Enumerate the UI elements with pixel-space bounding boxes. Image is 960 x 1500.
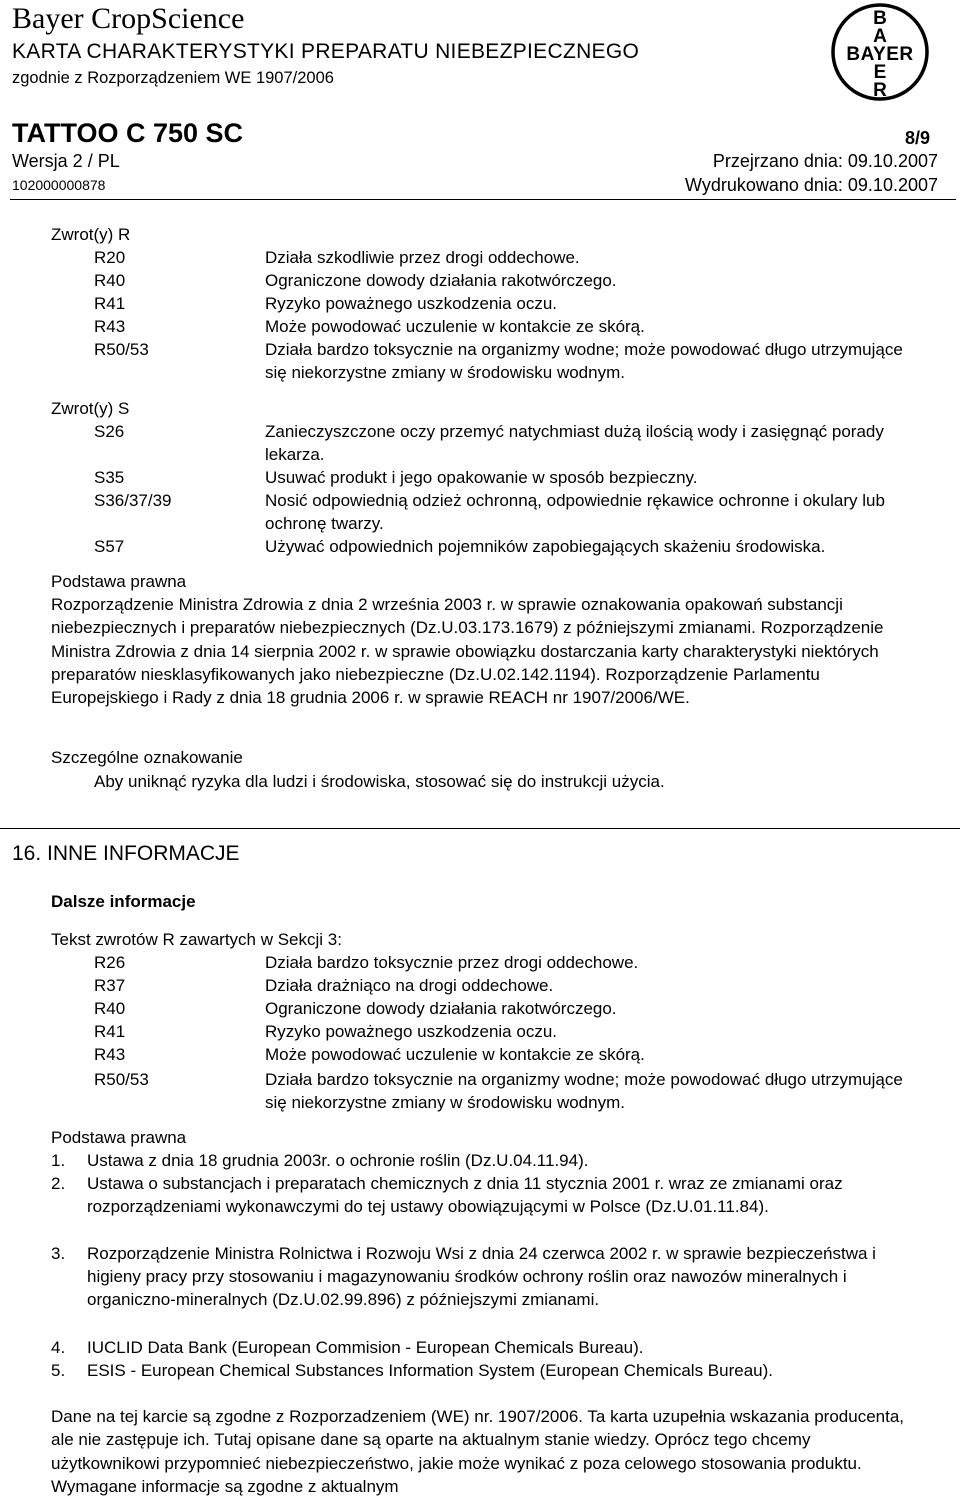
printed-date: Wydrukowano dnia: 09.10.2007 <box>684 175 938 195</box>
company-name: Bayer CropScience <box>12 2 245 35</box>
s16-r-text: Może powodować uczulenie w kontakcie ze skórą. <box>265 1045 645 1064</box>
s-phrase-code: S57 <box>94 537 125 556</box>
legal-basis-heading: Podstawa prawna <box>51 572 187 591</box>
legal-item-text: IUCLID Data Bank (European Commision - European Chemicals Bureau). <box>87 1338 644 1357</box>
r-phrase-code: R50/53 <box>94 340 149 359</box>
s-phrase-text: Zanieczyszczone oczy przemyć natychmiast dużą ilością wody i zasięgnąć porady lekarza. <box>265 422 884 464</box>
s-phrase-text: Używać odpowiednich pojemników zapobiegających skażeniu środowiska. <box>265 537 826 556</box>
r-text-heading: Tekst zwrotów R zawartych w Sekcji 3: <box>51 930 342 949</box>
further-info-heading: Dalsze informacje <box>51 892 196 911</box>
r-phrase-code: R40 <box>94 271 126 290</box>
special-labelling-text: Aby uniknąć ryzyka dla ludzi i środowiska, stosować się do instrukcji użycia. <box>94 772 665 791</box>
svg-text:E: E <box>873 62 887 83</box>
product-name: TATTOO C 750 SC <box>12 118 244 148</box>
r-phrase-code: R43 <box>94 317 126 336</box>
s16-r-text: Działa bardzo toksycznie przez drogi oddechowe. <box>265 953 639 972</box>
legal-basis-2-heading: Podstawa prawna <box>51 1128 187 1147</box>
svg-text:A: A <box>873 26 887 47</box>
svg-text:R: R <box>873 80 887 101</box>
r-phrase-text: Ograniczone dowody działania rakotwórczego. <box>265 271 617 290</box>
legal-item-number: 2. <box>51 1174 66 1193</box>
s-phrase-text: Nosić odpowiednią odzież ochronną, odpowiednie rękawice ochronne i okulary lub ochronę twarzy. <box>265 491 885 533</box>
r-phrase-code: R41 <box>94 294 126 313</box>
r-phrase-text: Działa bardzo toksycznie na organizmy wodne; może powodować długo utrzymujące się niekorzystne zmiany w środowisku wodnym. <box>265 340 903 382</box>
section-divider <box>0 828 960 829</box>
s16-r-code: R40 <box>94 999 126 1018</box>
s16-r-text: Działa bardzo toksycznie na organizmy wodne; może powodować długo utrzymujące się niekorzystne zmiany w środowisku wodnym. <box>265 1070 903 1112</box>
s16-r-code: R43 <box>94 1045 126 1064</box>
s16-r-code: R50/53 <box>94 1070 149 1089</box>
s16-r-code: R26 <box>94 953 126 972</box>
s-phrases-heading: Zwrot(y) S <box>51 399 130 418</box>
s16-r-text: Ograniczone dowody działania rakotwórczego. <box>265 999 617 1018</box>
section-16-title: 16. INNE INFORMACJE <box>12 842 240 865</box>
s16-r-code: R41 <box>94 1022 126 1041</box>
document-title: KARTA CHARAKTERYSTYKI PREPARATU NIEBEZPIECZNEGO <box>12 40 640 63</box>
s16-r-text: Ryzyko poważnego uszkodzenia oczu. <box>265 1022 557 1041</box>
s16-r-text: Działa drażniąco na drogi oddechowe. <box>265 976 554 995</box>
r-phrases-heading: Zwrot(y) R <box>51 225 131 244</box>
version-label: Wersja 2 / PL <box>12 151 120 171</box>
r-phrase-text: Ryzyko poważnego uszkodzenia oczu. <box>265 294 557 313</box>
s-phrase-code: S35 <box>94 468 125 487</box>
s-phrase-code: S36/37/39 <box>94 491 172 510</box>
s-phrase-text: Usuwać produkt i jego opakowanie w sposób bezpieczny. <box>265 468 698 487</box>
legal-item-number: 3. <box>51 1244 66 1263</box>
svg-text:B: B <box>873 8 887 29</box>
document-code: 102000000878 <box>12 177 106 193</box>
legal-item-number: 5. <box>51 1361 66 1380</box>
svg-text:BAYER: BAYER <box>846 44 914 65</box>
r-phrase-code: R20 <box>94 248 126 267</box>
r-phrase-text: Może powodować uczulenie w kontakcie ze skórą. <box>265 317 645 336</box>
revised-date: Przejrzano dnia: 09.10.2007 <box>712 151 938 171</box>
s-phrase-code: S26 <box>94 422 125 441</box>
legal-item-number: 4. <box>51 1338 66 1357</box>
s16-r-code: R37 <box>94 976 126 995</box>
r-phrase-text: Działa szkodliwie przez drogi oddechowe. <box>265 248 580 267</box>
header-divider <box>10 199 956 200</box>
regulation-line: zgodnie z Rozporządzeniem WE 1907/2006 <box>12 69 334 87</box>
page-number: 8/9 <box>904 128 930 148</box>
legal-item-text: Ustawa z dnia 18 grudnia 2003r. o ochronie roślin (Dz.U.04.11.94). <box>87 1151 589 1170</box>
legal-item-number: 1. <box>51 1151 66 1170</box>
bayer-cross-logo <box>830 2 930 102</box>
legal-item-text: Ustawa o substancjach i preparatach chemicznych z dnia 11 stycznia 2001 r. wraz ze zmianami oraz rozporządzeniami wykonawczymi do tej ustawy obowiązującymi w Polsce (Dz.U.01.11.84). <box>87 1174 843 1216</box>
legal-item-text: Rozporządzenie Ministra Rolnictwa i Rozwoju Wsi z dnia 24 czerwca 2002 r. w sprawie bezpieczeństwa i higieny pracy przy stosowaniu i magazynowaniu środków ochrony roślin oraz nawozów mineralnych i organiczno-mineralnych (Dz.U.02.99.896) z późniejszymi zmianami. <box>87 1244 876 1309</box>
legal-basis-text: Rozporządzenie Ministra Zdrowia z dnia 2 września 2003 r. w sprawie oznakowania opakowań substancji niebezpiecznych i preparatów niebezpiecznych (Dz.U.03.173.1679) z późniejszymi zmianami. Rozporządzenie Ministra Zdrowia z dnia 14 sierpnia 2002 r. w sprawie obowiązku dostarczania karty charakterystyki niektórych preparatów niesklasyfikowanych jako niebezpieczne (Dz.U.02.142.1194). Rozporządzenie Parlamentu Europejskiego i Rady z dnia 18 grudnia 2006 r. w sprawie REACH nr 1907/2006/WE. <box>51 595 884 708</box>
closing-paragraph: Dane na tej karcie są zgodne z Rozporzadzeniem (WE) nr. 1907/2006. Ta karta uzupełnia wskazania producenta, ale nie zastępuje ich. Tutaj opisane dane są oparte na aktualnym stanie wiedzy. Oprócz tego chcemy użytkownikowi przypomnieć niebezpieczeństwo, jakie może wynikać z poza celowego stosowania produktu. Wymagane informacje są zgodne z aktualnym <box>51 1407 905 1496</box>
legal-item-text: ESIS - European Chemical Substances Information System (European Chemicals Bureau). <box>87 1361 773 1380</box>
special-labelling-heading: Szczególne oznakowanie <box>51 748 243 767</box>
